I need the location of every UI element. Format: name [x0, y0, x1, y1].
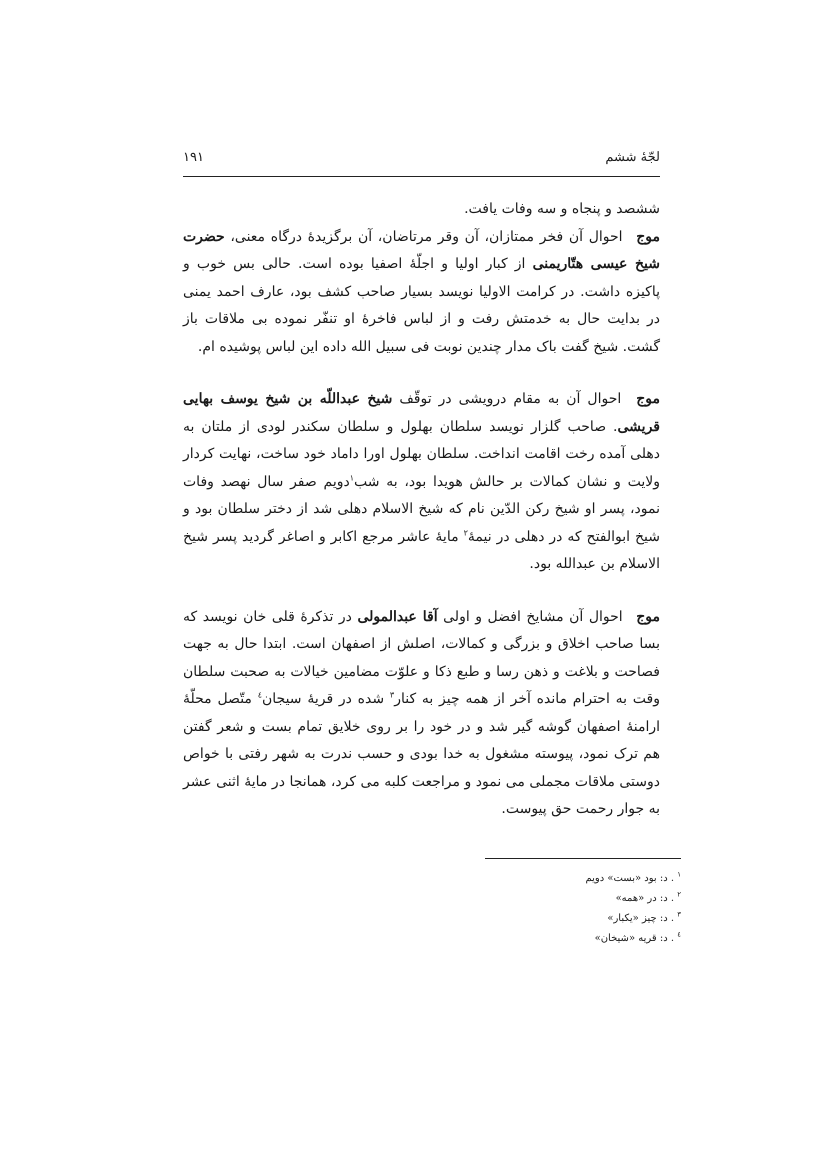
footnote-marker[interactable]: ٣ [389, 690, 395, 700]
paragraph-text: متّصل محلّهٔ ارامنهٔ اصفهان گوشه گیر شد و در خود را بر روی خلایق تمام بست و شعر گفتن هم ترک نمود، پیوسته مشغول به خدا بودی و حسب ندرت به شهر رفتی با خواص دوستی ملاقات مجملی می نمود و مراجعت کلبه می کرد، همانجا در مایهٔ اثنی عشر به جوار رحمت حق پیوست. [183, 691, 660, 817]
footnote-text: . د: قریه «شیخان» [594, 933, 675, 944]
footnote-text: . د: بود «بست» دویم [585, 873, 675, 884]
paragraph-text: مایهٔ عاشر مرجع اکابر و اصاغر گردید پسر شیخ الاسلام بن عبدالله بود. [183, 528, 660, 572]
footnote-item [485, 929, 681, 949]
footnote-text: . د: چیز «یکبار» [607, 913, 675, 924]
footnote-text: . د: در «همه» [615, 893, 675, 904]
paragraph-text: . صاحب گلزار نویسد سلطان بهلول و سلطان سکندر لودی از ملتان به دهلی آمده رخت اقامت انداخت. سلطان بهلول اورا داماد خود ساخت، نهایت کردار ولایت و نشان کمالات بر حالش هویدا بود، به شب [183, 418, 660, 490]
footnote-number: ٢ [677, 890, 681, 899]
page-number: ١٩١ [183, 150, 204, 165]
section-keyword: موج [636, 228, 661, 245]
paragraph-text: در تذکرهٔ قلی خان نویسد که بسا صاحب اخلاق و بزرگی و کمالات، اصلش از اصفهان است. ابتدا حال به جهت فصاحت و بلاغت و ذهن رسا و طبع ذکا و علوّت مضامین خیالات به صحبت سلطان وقت به احترام مانده آخر از همه چیز به کنار [183, 608, 661, 707]
running-title: لجّهٔ ششم [605, 150, 660, 165]
footnote-marker[interactable]: ٢ [463, 527, 468, 537]
footnote-marker[interactable]: ١ [349, 472, 355, 482]
saint-name: حضرت شیخ عیسی هتّاریمنی [183, 228, 660, 272]
saint-name: آقا عبدالمولی [357, 608, 438, 625]
paragraph-text: احوال آن فخر ممتازان، آن وقر مرتاضان، آن برگزیدهٔ درگاه معنی، [230, 228, 623, 245]
paragraph-text: شده در قریهٔ سیجان [262, 691, 385, 707]
paragraph-text: احوال آن مشایخ افضل و اولی [443, 608, 623, 625]
footnote-marker[interactable]: ٤ [257, 690, 262, 700]
footnote-number: ٤ [677, 930, 681, 939]
paragraph-text: دویم صفر سال نهصد وفات نمود، پسر او شیخ رکن الدّین نام که شیخ الاسلام دهلی شد از دختر سلطان بود و شیخ ابوالفتح که در دهلی در نیمهٔ [183, 473, 661, 545]
saint-name: شیخ عبداللّه بن شیخ یوسف بهایی قریشی [183, 391, 660, 435]
paragraph-text: احوال آن به مقام درویشی در توقّف [399, 391, 622, 407]
paragraph-text: از کبار اولیا و اجلّهٔ اصفیا بوده است. حالی بس خوب و پاکیزه داشت. در کرامت الاولیا نویسد بسیار صاحب کشف بود، عارف احمد یمنی در بدایت حال به خدمتش رفت و از لباس فاخرهٔ او تنفّر نموده بی ملاقات باز گشت. شیخ گفت باک مدار چندین نوبت فی سبیل الله داده این لباس پوشیده ام. [183, 256, 660, 355]
footnotes [485, 858, 681, 949]
section-keyword: موج [636, 608, 661, 625]
paragraph-text: ششصد و پنجاه و سه وفات یافت. [464, 201, 660, 217]
paragraph-3 [183, 386, 660, 579]
footnote-number: ٣ [677, 910, 681, 919]
footnote-item [485, 869, 681, 889]
body-text [183, 196, 660, 824]
footnote-item [485, 909, 681, 929]
paragraph-4 [183, 604, 660, 824]
footnote-number: ١ [677, 870, 681, 879]
paragraph-1 [183, 196, 660, 224]
paragraph-2 [183, 224, 660, 362]
section-keyword: موج [636, 391, 661, 407]
footnote-item [485, 889, 681, 909]
page-header [183, 150, 660, 177]
